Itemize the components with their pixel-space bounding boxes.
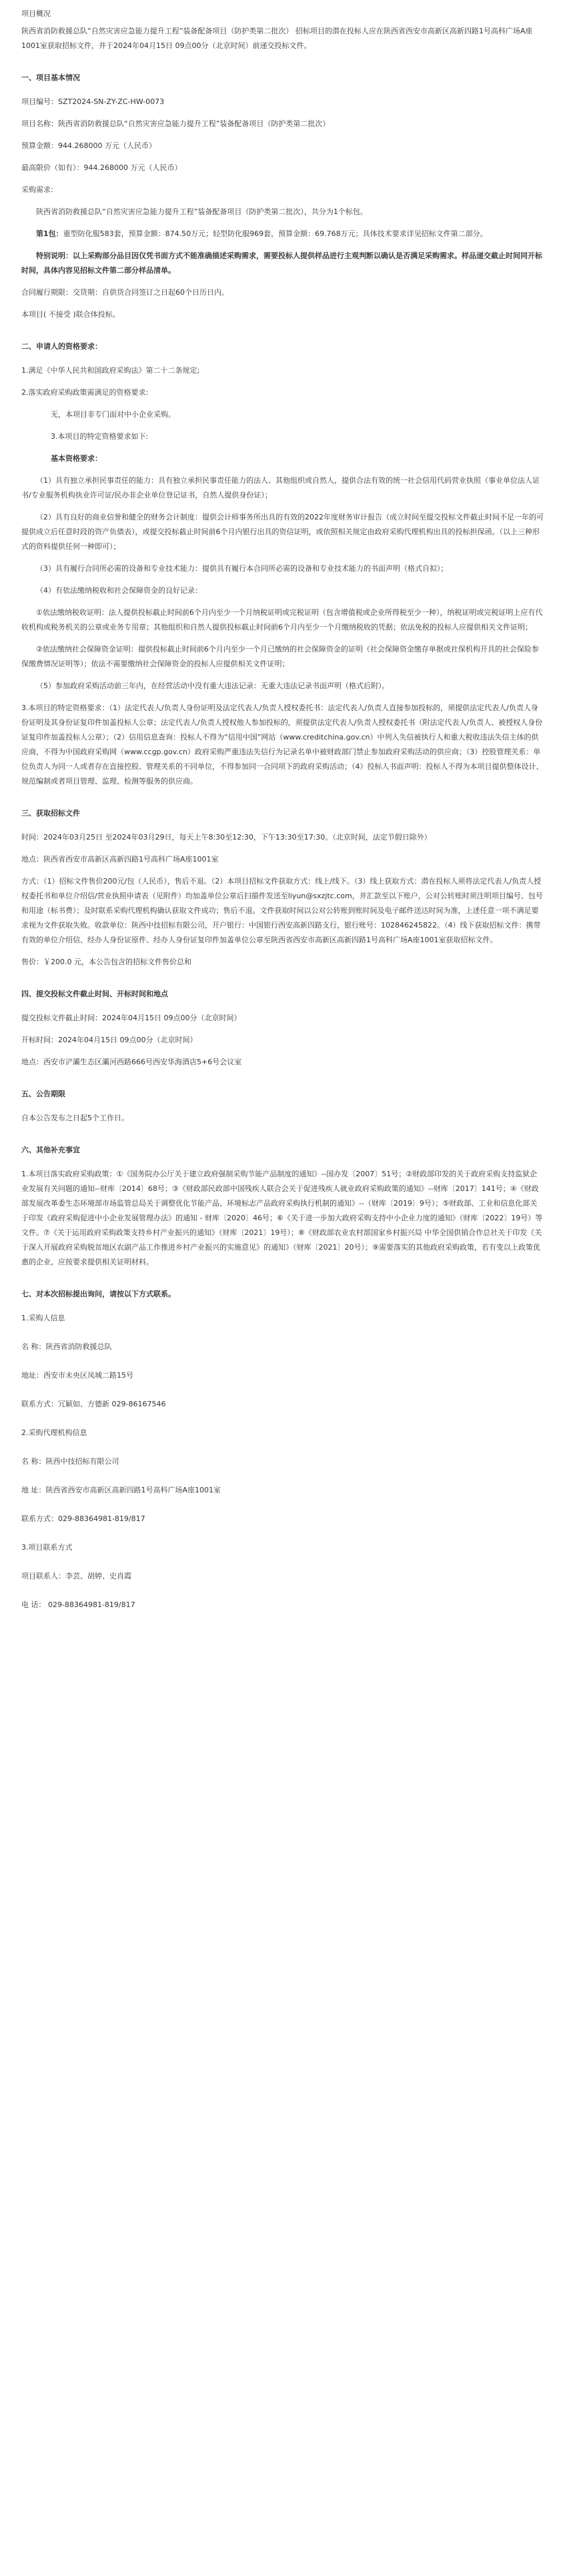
basic-requirement-4b: ②依法缴纳社会保障资金证明：提供投标截止时间前6个月内至少一个月已缴纳的社会保障资金的证明（社会保障资金缴存单据或社保机构开具的社会保险参保缴费情况证明等）；依法不需要缴纳社会保障资金的投标人应提供相关文件证明； xyxy=(21,645,539,668)
qualification-req-2-detail: 无，本项目非专门面对中小企业采购。 xyxy=(51,410,175,419)
requirement-text: 陕西省消防救援总队“自然灾害应急能力提升工程”装备配备项目（防护类第二批次），共分为1个标包。 xyxy=(36,207,368,216)
section-qualification-title: 二、申请人的资格要求： xyxy=(21,342,102,351)
lot-1-text: 重型防化服583套，预算金额：874.50万元；轻型防化服969套，预算金额：69.768万元；具体技术要求详见招标文件第二部分。 xyxy=(63,229,488,238)
buyer-address: 地址：西安市未央区凤城二路15号 xyxy=(21,1371,133,1380)
qualification-req-3: 3.本项目的特定资格要求如下: xyxy=(51,432,149,441)
consortium-note: 本项目( 不接受 )联合体投标。 xyxy=(21,310,120,319)
buyer-contact: 联系方式：冗颖如、方德新 029-86167546 xyxy=(21,1400,166,1408)
contract-period: 合同履行期限：交货期：自供货合同签订之日起60个日历日内。 xyxy=(21,288,229,297)
project-contact-title: 3.项目联系方式 xyxy=(21,1543,73,1552)
supplementary-text: 1.本项目落实政府采购政策：①《国务院办公厅关于建立政府强制采购节能产品制度的通知》--国办发〔2007〕51号；②财政部印发的关于政府采购支持监狱企业发展有关问题的通知--财库〔2014〕68号；③《财政部民政部中国残疾人联合会关于促进残疾人就业政府采购政策的通知》--财库〔2017〕141号；④《财政部发展改革委生态环境部市场监管总局关于调整优化节能产品、环境标志产品政府采购执行机制的通知》--（财库〔2019〕9号）；⑤财政部、工业和信息化部关于印发《政府采购促进中小企业发展管理办法》的通知 - 财库〔2020〕46号；⑥《关于进一步加大政府采购支持中小企业力度的通知》（财库〔2022〕19号）等文件。⑦《关于运用政府采购政策支持乡村产业振兴的通知》（财库〔2021〕19号）；⑧《财政部农业农村部国家乡村振兴局 中华全国供销合作总社关于印发《关于深入开展政府采购脱贫地区农副产品工作推进乡村产业振兴的实施意见》的通知》（财库〔2021〕20号）；⑨需要落实的其他政府采购政策，若有变以上政策优惠的企业，应按要求提供相关证明材料。 xyxy=(21,1170,543,1266)
document-price: 售价：￥200.0 元，本公告包含的招标文件售价总和 xyxy=(21,958,191,966)
basic-requirements-title: 基本资格要求： xyxy=(51,454,102,463)
opening-time: 开标时间：2024年04月15日 09点00分（北京时间） xyxy=(21,1036,197,1044)
agent-name: 名 称：陕西中技招标有限公司 xyxy=(21,1457,119,1466)
basic-requirement-5: （5）参加政府采购活动前三年内，在经营活动中没有重大违法记录：无重大违法记录书面声明（格式后附）。 xyxy=(36,682,390,690)
special-note: 特别说明：以上采购部分品目因仅凭书面方式不能准确描述采购需求，需要投标人提供样品进行主观判断以确认是否满足采购需求。样品递交截止时间同开标时间，具体内容见招标文件第二部分样品清单。 xyxy=(21,251,542,275)
budget-amount: 预算金额：944.268000 万元（人民币） xyxy=(21,141,156,150)
project-contact-name: 项目联系人：李芸、胡婷、史肖霞 xyxy=(21,1572,131,1580)
project-contact-phone: 电 话： 029-88364981-819/817 xyxy=(21,1600,135,1609)
basic-requirement-1: （1）具有独立承担民事责任的能力：具有独立承担民事责任能力的法人、其他组织或自然人，提供合法有效的统一社会信用代码营业执照（事业单位法人证书/专业服务机构执业许可证/民办非企业单位登记证书，自然人提供身份证）； xyxy=(21,476,540,499)
overview-title: 项目概况 xyxy=(21,9,51,18)
submission-deadline: 提交投标文件截止时间：2024年04月15日 09点00分（北京时间） xyxy=(21,1014,241,1022)
project-name: 项目名称：陕西省消防救援总队“自然灾害应急能力提升工程”装备配备项目（防护类第二批次） xyxy=(21,119,330,128)
section-deadline-title: 四、提交投标文件截止时间、开标时间和地点 xyxy=(21,990,168,998)
obtain-place: 地点：陕西省西安市高新区高新四路1号高科广场A座1001室 xyxy=(21,855,219,864)
section-notice-period-title: 五、公告期限 xyxy=(21,1090,65,1098)
notice-period-text: 自本公告发布之日起5个工作日。 xyxy=(21,1114,129,1122)
basic-requirement-4: （4）有依法缴纳税收和社会保障资金的良好记录： xyxy=(36,586,202,595)
qualification-req-1: 1.满足《中华人民共和国政府采购法》第二十二条规定; xyxy=(21,366,200,375)
agent-info-title: 2.采购代理机构信息 xyxy=(21,1428,87,1437)
agent-address: 地 址：陕西省西安市高新区高新四路1号高科广场A座1001室 xyxy=(21,1486,221,1494)
agent-contact: 联系方式：029-88364981-819/817 xyxy=(21,1514,145,1523)
project-number: 项目编号：SZT2024-SN-ZY-ZC-HW-0073 xyxy=(21,97,165,106)
opening-place: 地点：西安市浐灞生态区灞河西路666号西安华海酒店5+6号会议室 xyxy=(21,1058,242,1066)
lot-1 xyxy=(21,227,544,241)
basic-requirement-2: （2）具有良好的商业信誉和健全的财务会计制度：提供会计师事务所出具的有效的2022年度财务审计报告（成立时间至提交投标文件截止时间不足一年的可提供成立后任意时段的资产负债表），或提交投标截止时间前6个月内银行出具的资信证明，或依照相关规定由政府采购代理机构出具的投标担保函。（以上三种形式的资料提供任何一种即可）； xyxy=(21,513,544,551)
section-project-info-title: 一、项目基本情况 xyxy=(21,73,80,82)
overview-text: 陕西省消防救援总队“自然灾害应急能力提升工程”装备配备项目（防护类第二批次） 招标项目的潜在投标人应在陕西省西安市高新区高新四路1号高科广场A座1001室获取招标文件，并于2024年04月15日 09点00分（北京时间）前递交投标文件。 xyxy=(21,27,533,50)
obtain-time: 时间：2024年03月25日 至2024年03月29日，每天上午8:30至12:30，下午13:30至17:30。（北京时间，法定节假日除外） xyxy=(21,833,432,842)
buyer-name: 名 称：陕西省消防救援总队 xyxy=(21,1342,112,1351)
basic-requirement-4a: ①依法缴纳税收证明：法人提供投标截止时间前6个月内至少一个月纳税证明或完税证明（包含增值税或企业所得税至少一种），纳税证明或完税证明上应有代收机构或税务机关的公章或业务专用章；其他组织和自然人提供投标截止时间前6个月内至少一个月缴纳税收的凭据；依法免税的投标人应提供相关文件证明； xyxy=(21,608,543,631)
requirement-label: 采购需求: xyxy=(21,185,53,194)
basic-requirement-3: （3）具有履行合同所必需的设备和专业技术能力：提供具有履行本合同所必需的设备和专业技术能力的书面声明（格式自拟）； xyxy=(36,564,448,573)
qualification-req-2: 2.落实政府采购政策需满足的资格要求: xyxy=(21,388,149,397)
section-supplementary-title: 六、其他补充事宜 xyxy=(21,1146,80,1154)
buyer-info-title: 1.采购人信息 xyxy=(21,1314,65,1322)
lot-1-label: 第1包： xyxy=(36,229,63,238)
obtain-method: 方式：（1）招标文件售价200元/包（人民币），售后不退。（2）本项目招标文件获取方式：线上/线下。（3）线上获取方式：潜在投标人须将法定代表人/负责人授权委托书和单位介绍信/营业执照申请表（见附件）均加盖单位公章后扫描件发送至liyun@sxzjtc.com，并汇款至以下账户，公对公转账时须注明项目编号、包号和用途（标书费）；及时联系采购代理机构确认获取文件成功；售后不退。文件获取时间以公对公转账到账时间及电子邮件送达时间为准，上述任意一项不满足要求视为文件获取失败。收款单位：陕西中技招标有限公司，开户银行：中国银行西安高新四路支行，银行账号：102846245822。（4）线下获取招标文件：携带有效的单位介绍信、经办人身份证原件、经办人身份证复印件加盖单位公章至陕西省西安市高新区高新四路1号高科广场A座1001室获取招标文件。 xyxy=(21,877,543,944)
section-contact-title: 七、对本次招标提出询问，请按以下方式联系。 xyxy=(21,1290,175,1298)
section-obtain-docs-title: 三、获取招标文件 xyxy=(21,809,80,818)
max-price: 最高限价（如有）：944.268000 万元（人民币） xyxy=(21,163,182,172)
specific-requirements: 3.本项目的特定资格要求：（1）法定代表人/负责人身份证明及法定代表人/负责人授权委托书：法定代表人/负责人直接参加投标的，须提供法定代表人/负责人身份证明及其身份证复印件加盖投标人公章；法定代表人/负责人授权他人参加投标的，须提供法定代表人/负责人授权委托书（附法定代表人/负责人、被授权人身份证复印件加盖投标人公章）；（2）信用信息查询：投标人不得为“信用中国”网站（www.creditchina.gov.cn）中列入失信被执行人和重大税收违法失信主体的供应商，不得为中国政府采购网（www.ccgp.gov.cn）政府采购严重违法失信行为记录名单中被财政部门禁止参加政府采购活动的供应商；（3）控股管理关系：单位负责人为同一人或者存在直接控股、管理关系的不同单位，不得参加同一合同项下的政府采购活动；（4）投标人书面声明：投标人不得为本项目提供整体设计、规范编制或者项目管理、监理、检测等服务的供应商。 xyxy=(21,704,544,786)
